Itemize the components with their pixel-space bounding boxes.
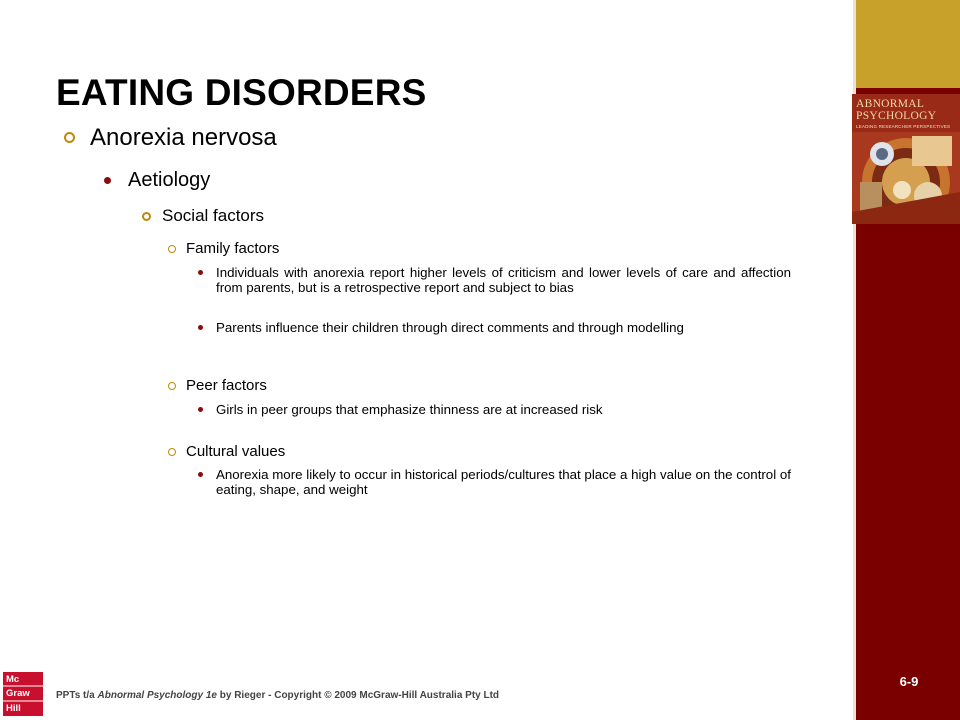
- dot-bullet-icon: [198, 407, 203, 412]
- list-item: Individuals with anorexia report higher levels of criticism and lower levels of care and affection from parents, but is a retrospective report and subject to bias: [198, 265, 798, 295]
- bullet-level1: [64, 124, 277, 152]
- list-item: Parents influence their children through direct comments and through modelling: [198, 320, 798, 335]
- bullet-level3: [142, 206, 264, 226]
- list-item: Anorexia more likely to occur in historical periods/cultures that place a high value on the control of eating, shape, and weight: [198, 467, 798, 497]
- ring-bullet-icon: [64, 132, 75, 143]
- mcgraw-hill-logo: Mc Graw Hill: [3, 672, 43, 716]
- section-text: Social factors: [162, 206, 265, 225]
- dot-bullet-icon: [198, 472, 203, 477]
- footer-copyright: PPTs t/a Abnormal Psychology 1e by Rieger - Copyright © 2009 McGraw-Hill Australia Pty Ltd: [56, 690, 500, 701]
- group-label-family: Family factors: [168, 240, 279, 257]
- list-item: Girls in peer groups that emphasize thinness are at increased risk: [198, 402, 798, 417]
- slide-number: 6-9: [899, 674, 919, 689]
- heading-text: Anorexia nervosa: [90, 124, 277, 151]
- ring-bullet-icon: [168, 448, 176, 456]
- group-label-peer: Peer factors: [168, 377, 267, 394]
- ring-bullet-icon: [142, 212, 151, 221]
- book-cover-title: ABNORMAL PSYCHOLOGY: [856, 98, 937, 122]
- book-cover-image: [852, 94, 960, 224]
- book-cover-subtitle: LEADING RESEARCHER PERSPECTIVES: [856, 124, 951, 129]
- dot-bullet-icon: [104, 177, 111, 184]
- dot-bullet-icon: [198, 325, 203, 330]
- ring-bullet-icon: [168, 245, 176, 253]
- book-cover-art: [852, 132, 960, 224]
- ring-bullet-icon: [168, 382, 176, 390]
- dot-bullet-icon: [198, 270, 203, 275]
- bullet-level2: [104, 169, 210, 192]
- top-band: [856, 0, 960, 88]
- slide-title: EATING DISORDERS: [56, 72, 427, 113]
- subheading-text: Aetiology: [128, 169, 211, 191]
- group-label-cultural: Cultural values: [168, 443, 285, 460]
